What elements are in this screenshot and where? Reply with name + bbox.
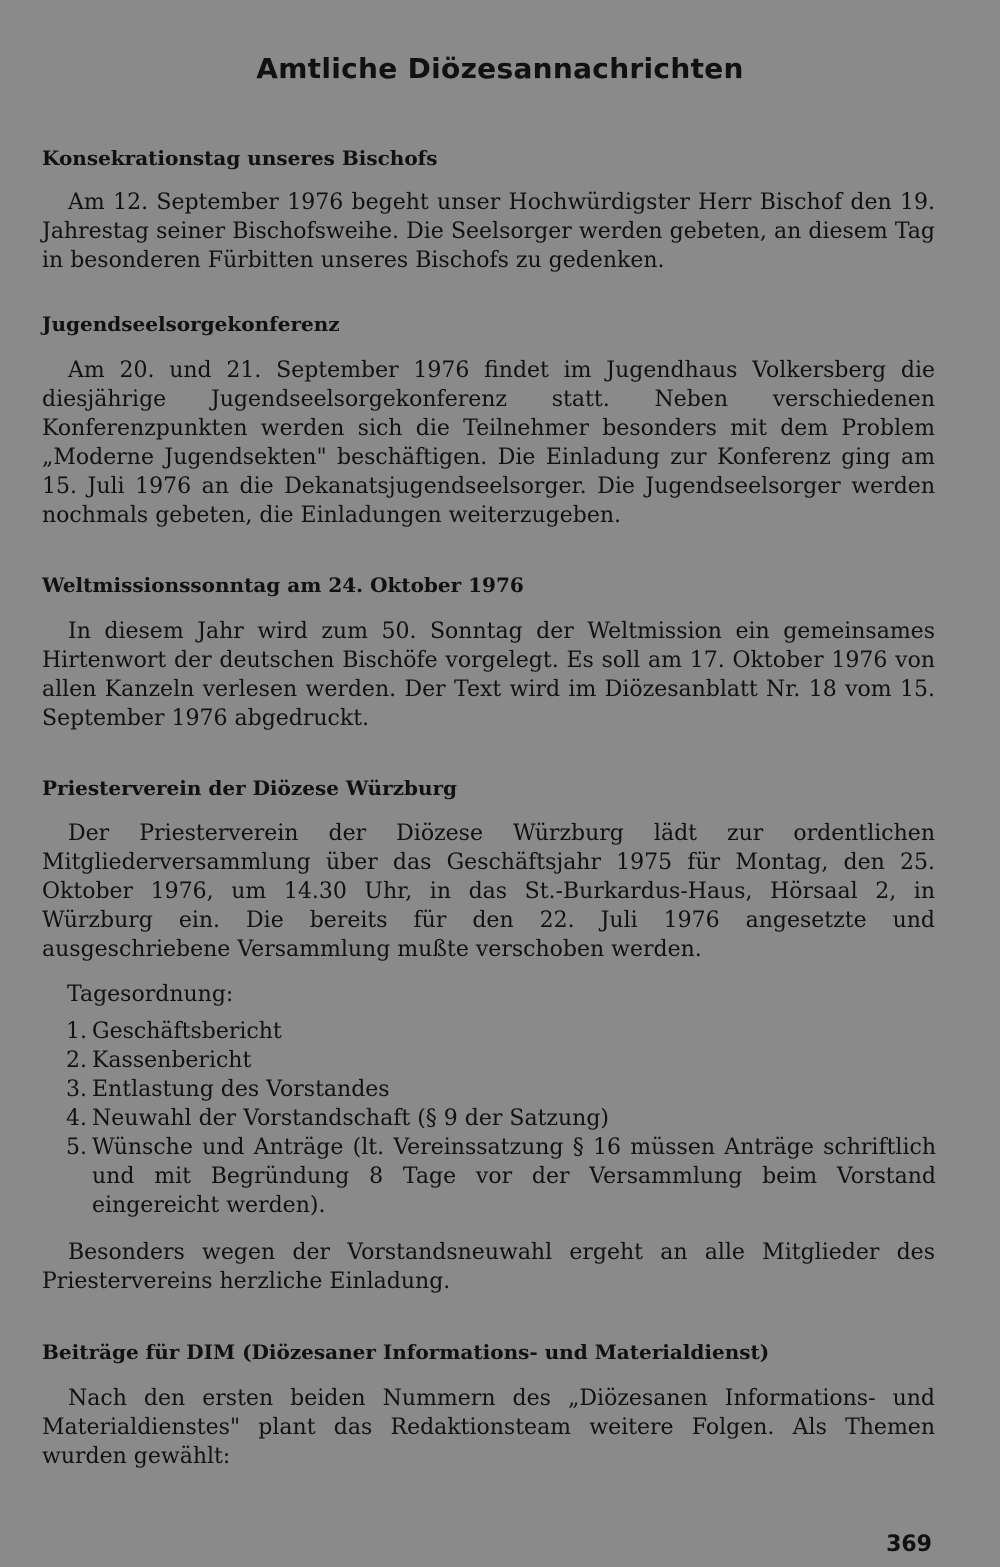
section-heading-weltmission: Weltmissionssonntag am 24. Oktober 1976 (42, 573, 524, 597)
section-text-weltmission: In diesem Jahr wird zum 50. Sonntag der Weltmission ein gemeinsames Hirtenwort der deutschen Bischöfe vorgelegt. Es soll am 17. Oktober 1976 von allen Kanzeln verlesen werden. Der Text wird im Diözesanblatt Nr. 18 vom 15. September 1976 abgedruckt. (42, 619, 935, 731)
section-text-konsekrationstag: Am 12. September 1976 begeht unser Hochwürdigster Herr Bischof den 19. Jahrestag seiner Bischofsweihe. Die Seelsorger werden gebeten, an diesem Tag in besonderen Fürbitten unseres Bischofs zu gedenken. (42, 190, 935, 273)
agenda-label: Tagesordnung: (67, 982, 234, 1007)
section-heading-konsekrationstag: Konsekrationstag unseres Bischofs (42, 146, 438, 170)
agenda-item: 4. Neuwahl der Vorstandschaft (§ 9 der Satzung) (66, 1106, 609, 1131)
section-text-jugendseelsorge: Am 20. und 21. September 1976 findet im Jugendhaus Volkersberg die diesjährige Jugendseelsorgekonferenz statt. Neben verschiedenen Konferenzpunkten werden sich die Teilnehmer besonders mit dem Problem „Moderne Jugendsekten" beschäftigen. Die Einladung zur Konferenz ging am 15. Juli 1976 an die Dekanatsjugendseelsorger. Die Jugendseelsorger werden nochmals gebeten, die Einladungen weiterzugeben. (42, 358, 935, 528)
section-heading-jugendseelsorge: Jugendseelsorgekonferenz (42, 312, 340, 336)
page-number: 369 (886, 1532, 932, 1557)
agenda-item: 1. Geschäftsbericht (66, 1019, 282, 1044)
section-heading-dim: Beiträge für DIM (Diözesaner Informations- und Materialdienst) (42, 1340, 770, 1364)
section-closing-priesterverein: Besonders wegen der Vorstandsneuwahl ergeht an alle Mitglieder des Priestervereins herzliche Einladung. (42, 1240, 935, 1294)
section-heading-priesterverein: Priesterverein der Diözese Würzburg (42, 776, 458, 800)
section-text-priesterverein: Der Priesterverein der Diözese Würzburg lädt zur ordentlichen Mitgliederversammlung über das Geschäftsjahr 1975 für Montag, den 25. Oktober 1976, um 14.30 Uhr, in das St.-Burkardus-Haus, Hörsaal 2, in Würzburg ein. Die bereits für den 22. Juli 1976 angesetzte und ausgeschriebene Versammlung mußte verschoben werden. (42, 821, 935, 962)
agenda-item: 2. Kassenbericht (66, 1048, 252, 1073)
page-title: Amtliche Diözesannachrichten (256, 52, 744, 85)
agenda-list (66, 1017, 936, 1220)
section-text-dim: Nach den ersten beiden Nummern des „Diözesanen Informations- und Materialdienstes" plant das Redaktionsteam weitere Folgen. Als Themen wurden gewählt: (42, 1386, 935, 1469)
agenda-item: 3. Entlastung des Vorstandes (66, 1077, 390, 1102)
agenda-item: 5. Wünsche und Anträge (lt. Vereinssatzung § 16 müssen Anträge schriftlich und mit Begründung 8 Tage vor der Versammlung beim Vorstand eingereicht werden). (66, 1135, 936, 1218)
